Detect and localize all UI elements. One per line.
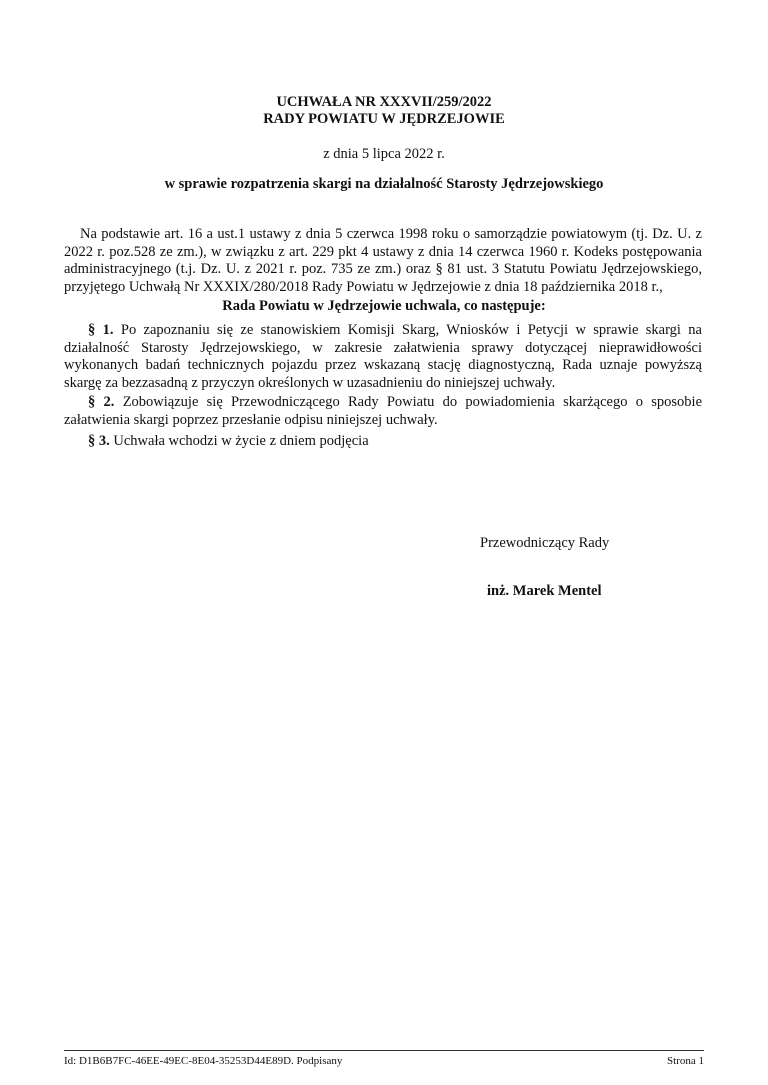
paragraph-3	[64, 433, 702, 451]
page-number: Strona 1	[667, 1055, 704, 1067]
paragraph-1-text: Po zapoznaniu się ze stanowiskiem Komisji Skarg, Wniosków i Petycji w sprawie skargi na działalność Starosty Jędrzejowskiego, w zakresie załatwienia sprawy dotyczącej nieprawidłowości wykonanych badań technicznych pojazdu przez wskazaną stację diagnostyczną, Rada uznaje powyższą skargę za bezzasadną z przyczyn określonych w uzasadnieniu do niniejszej uchwały.	[64, 322, 702, 391]
footer-divider	[64, 1050, 704, 1051]
paragraph-1	[64, 322, 702, 392]
paragraph-3-text: Uchwała wchodzi w życie z dniem podjęcia	[113, 433, 369, 449]
paragraph-1-label: § 1.	[88, 322, 114, 338]
paragraph-2-label: § 2.	[88, 394, 115, 410]
paragraph-2	[64, 394, 702, 429]
legal-basis-paragraph: Na podstawie art. 16 a ust.1 ustawy z dnia 5 czerwca 1998 roku o samorządzie powiatowym (tj. Dz. U. z 2022 r. poz.528 ze zm.), w związku z art. 229 pkt 4 ustawy z dnia 14 czerwca 1960 r. Kodeks postępowania administracyjnego (t.j. Dz. U. z 2021 r. poz. 735 ze zm.) oraz § 81 ust. 3 Statutu Powiatu Jędrzejowskiego, przyjętego Uchwałą Nr XXXIX/280/2018 Rady Powiatu w Jędrzejowie z dnia 18 października 2018 r.,	[64, 226, 702, 295]
signatory-role: Przewodniczący Rady	[480, 535, 610, 551]
paragraph-2-text: Zobowiązuje się Przewodniczącego Rady Powiatu do powiadomienia skarżącego o sposobie załatwienia skargi poprzez przesłanie odpisu niniejszej uchwały.	[64, 394, 703, 428]
resolution-date: z dnia 5 lipca 2022 r.	[323, 146, 445, 162]
resolves-heading: Rada Powiatu w Jędrzejowie uchwala, co następuje:	[222, 298, 546, 314]
paragraph-3-label: § 3.	[88, 433, 110, 449]
council-name: RADY POWIATU W JĘDRZEJOWIE	[263, 111, 505, 127]
signatory-name: inż. Marek Mentel	[487, 583, 602, 599]
resolution-subject: w sprawie rozpatrzenia skargi na działalność Starosty Jędrzejowskiego	[164, 176, 604, 192]
resolution-number: UCHWAŁA NR XXXVII/259/2022	[276, 94, 492, 110]
document-id: Id: D1B6B7FC-46EE-49EC-8E04-35253D44E89D. Podpisany	[64, 1055, 343, 1067]
